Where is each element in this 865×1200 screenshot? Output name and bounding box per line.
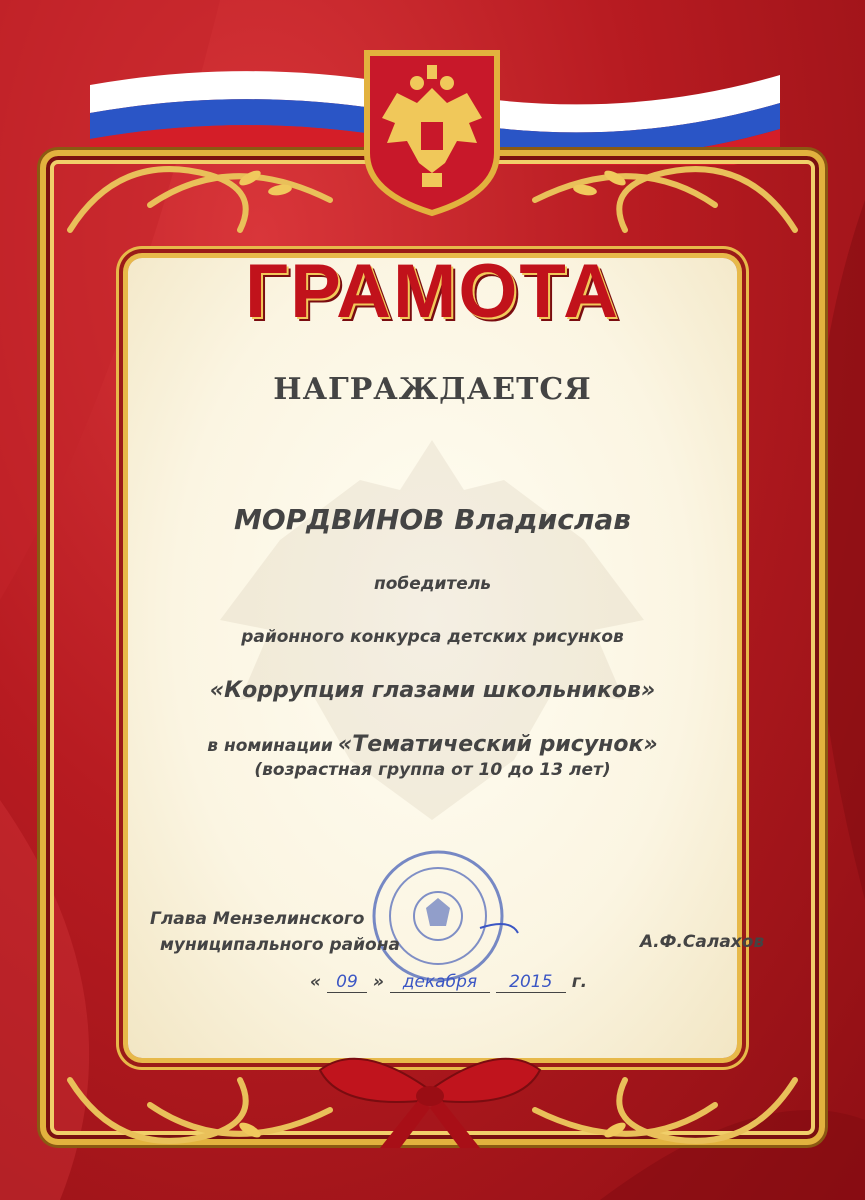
nomination-line xyxy=(0,732,865,757)
nomination-prefix: в номинации xyxy=(207,736,333,756)
signature-position xyxy=(150,906,400,958)
nomination-title: «Тематический рисунок» xyxy=(337,732,658,757)
double-headed-eagle-icon xyxy=(357,43,507,218)
contest-description: районного конкурса детских рисунков xyxy=(241,627,624,647)
date-close-quote: » xyxy=(372,972,384,992)
date-day: 09 xyxy=(327,972,367,993)
signer-name: А.Ф.Салахов xyxy=(640,932,765,952)
awarded-heading: НАГРАЖДАЕТСЯ xyxy=(273,372,592,407)
date-suffix: г. xyxy=(571,972,588,992)
age-group: (возрастная группа от 10 до 13 лет) xyxy=(254,760,611,780)
date-month: декабря xyxy=(390,972,490,993)
recipient-name: МОРДВИНОВ Владислав xyxy=(234,503,631,536)
red-ribbon-bow xyxy=(300,1040,560,1150)
date-line xyxy=(310,972,610,993)
contest-name: «Коррупция глазами школьников» xyxy=(209,678,656,703)
recipient-role: победитель xyxy=(373,574,492,594)
position-line-2: муниципального района xyxy=(160,935,400,955)
position-line-1: Глава Мензелинского xyxy=(150,909,365,929)
date-year: 2015 xyxy=(496,972,566,993)
date-open-quote: « xyxy=(310,972,322,992)
certificate-title: ГРАМОТА xyxy=(245,249,620,334)
